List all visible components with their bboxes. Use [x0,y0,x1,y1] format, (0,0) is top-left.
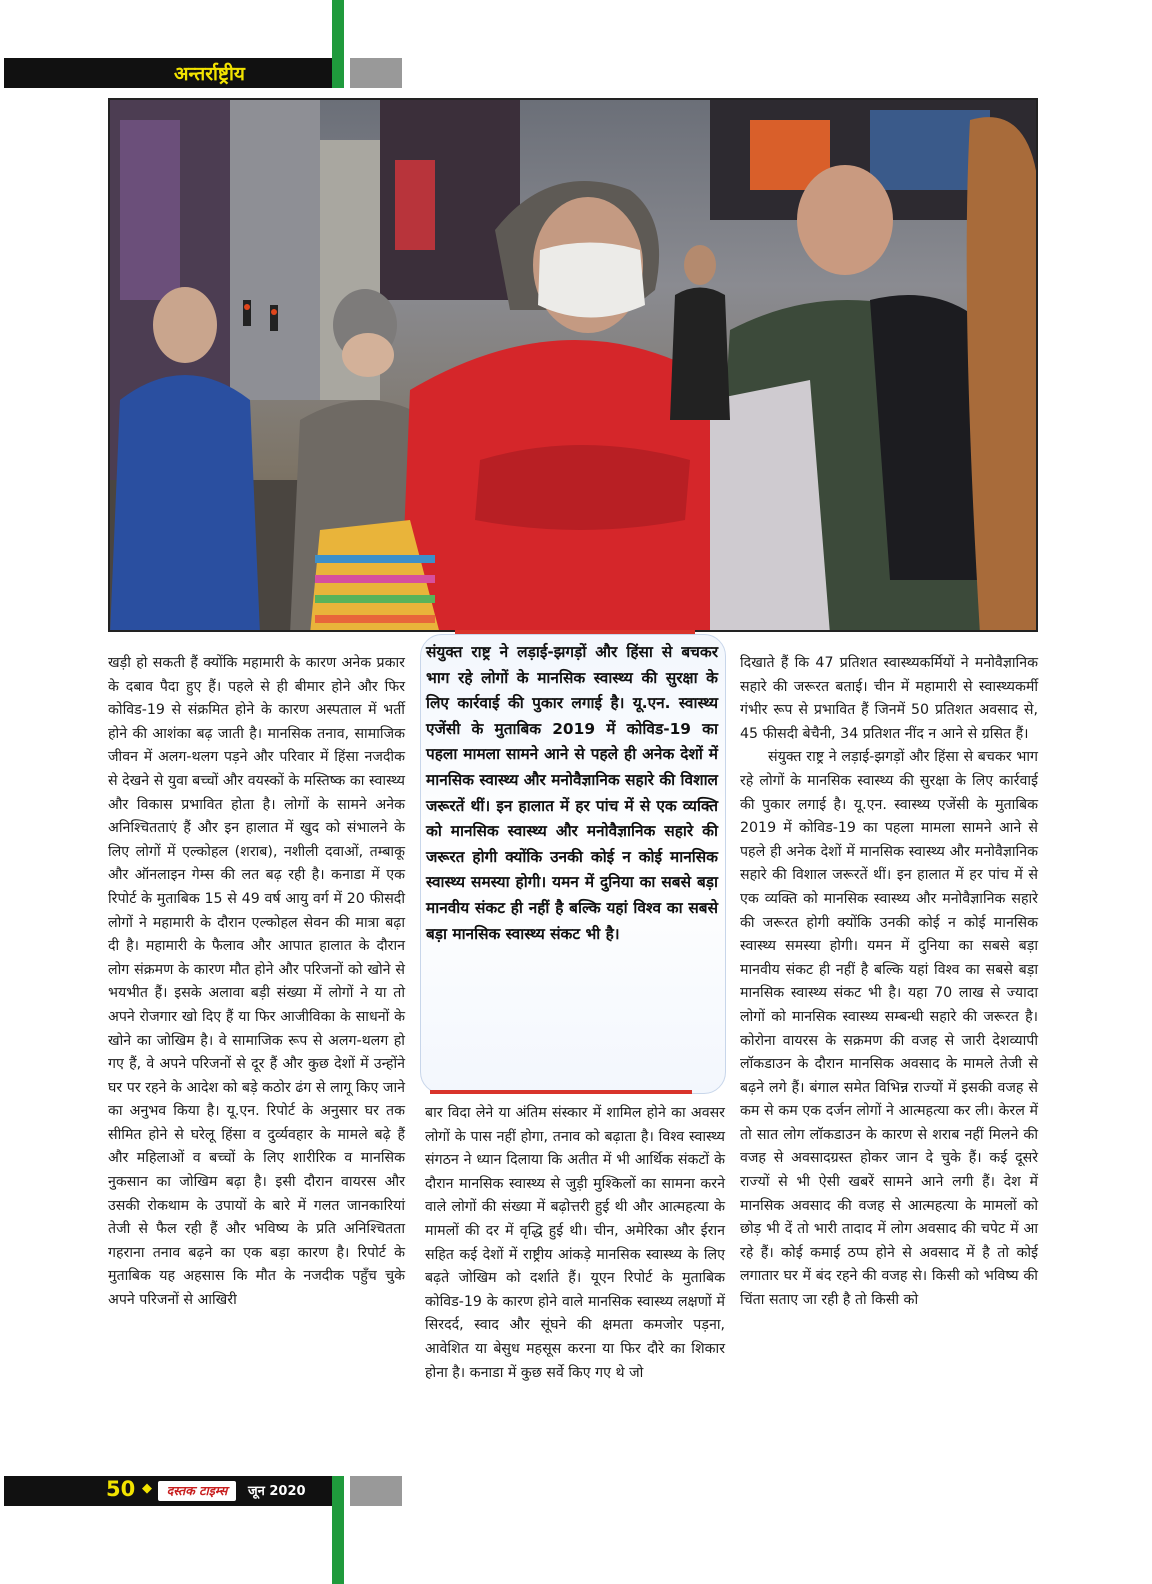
pull-quote-bottom-rule [430,1090,692,1094]
article-paragraph: बार विदा लेने या अंतिम संस्कार में शामिल होने का अवसर लोगों के पास नहीं होगा, तनाव को बढ़ाता है। विश्व स्वास्थ्य संगठन ने ध्यान दिलाया कि अतीत में भी आर्थिक संकटों के दौरान मानसिक स्वास्थ्य से जुड़ी मुश्किलों का सामना करने वाले लोगों की संख्या में बढ़ोत्तरी हुई थी और आत्महत्या के मामलों की दर में वृद्धि हुई थी। चीन, अमेरिका और ईरान सहित कई देशों में राष्ट्रीय आंकड़े मानसिक स्वास्थ्य के लिए बढ़ते जोखिम को दर्शाते हैं। यूएन रिपोर्ट के मुताबिक कोविड-19 के कारण होने वाले मानसिक स्वास्थ्य लक्षणों में सिरदर्द, स्वाद और सूंघने की क्षमता कमजोर पड़ना, आवेशित या बेसुध महसूस करना या फिर दौरे का शिकार होना है। कनाडा में कुछ सर्वे किए गए थे जो [425,1105,725,1381]
article-paragraph: खड़ी हो सकती हैं क्योंकि महामारी के कारण अनेक प्रकार के दबाव पैदा हुए हैं। पहले से ही बीमार होने और फिर कोविड-19 से संक्रमित होने के कारण अस्पताल में भर्ती होने की आशंका बढ़ जाती है। मानसिक तनाव, सामाजिक जीवन में अलग-थलग पड़ने और परिवार में हिंसा नजदीक से देखने से युवा बच्चों और वयस्कों के मस्तिष्क का स्वास्थ्य और विकास प्रभावित होता है। लोगों के सामने अनेक अनिश्चितताएं हैं और इन हालात में खुद को संभालने के लिए लोगों में एल्कोहल (शराब), नशीली दवाओं, तम्बाकू और ऑनलाइन गेम्स की लत बढ़ रही है। कनाडा में एक रिपोर्ट के मुताबिक 15 से 49 वर्ष आयु वर्ग में 20 फीसदी लोगों ने महामारी के दौरान एल्कोहल सेवन की मात्रा बढ़ा दी है। महामारी के फैलाव और आपात हालात के दौरान लोग संक्रमण के कारण मौत होने और परिजनों को खोने से भयभीत हैं। इसके अलावा बड़ी संख्या में लोगों ने या तो अपने रोजगार खो दिए हैं या फिर आजीविका के साधनों के खोने का जोखिम है। वे सामाजिक रूप से अलग-थलग हो गए हैं, वे अपने परिजनों से दूर हैं और कुछ देशों में उन्होंने घर पर रहने के आदेश को बड़े कठोर ढंग से लागू किए जाने का अनुभव किया है। यू.एन. रिपोर्ट के अनुसार घर तक सीमित होने से घरेलू हिंसा व दुर्व्यवहार के मामले बढ़े हैं और महिलाओं व बच्चों के लिए शारीरिक व मानसिक नुकसान का जोखिम बढ़ा है। इसी दौरान वायरस और उसकी रोकथाम के उपायों के बारे में गलत जानकारियां तेजी से फैल रही हैं और भविष्य के प्रति अनिश्चितता गहराना तनाव बढ़ने का एक बड़ा कारण है। रिपोर्ट के मुताबिक यह अहसास कि मौत के नजदीक पहुँच चुके अपने परिजनों से आखिरी [108,655,405,1309]
top-green-accent-bar [332,0,344,88]
pull-quote-text: संयुक्त राष्ट्र ने लड़ाई-झगड़ों और हिंसा से बचकर भाग रहे लोगों के मानसिक स्वास्थ्य की सुरक्षा के लिए कार्रवाई की पुकार लगाई है। यू.एन. स्वास्थ्य एजेंसी के मुताबिक 2019 में कोविड-19 का पहला मामला सामने आने से पहले ही अनेक देशों में मानसिक स्वास्थ्य और मनोवैज्ञानिक सहारे की विशाल जरूरतें थीं। इन हालात में हर पांच में से एक व्यक्ति को मानसिक स्वास्थ्य और मनोवैज्ञानिक सहारे की जरूरत होगी क्योंकि उनकी कोई न कोई मानसिक स्वास्थ्य समस्या होगी। यमन में दुनिया का सबसे बड़ा मानवीय संकट ही नहीं है बल्कि यहां विश्व का सबसे बड़ा मानसिक स्वास्थ्य संकट भी है। [426,643,718,943]
article-paragraph: दिखाते हैं कि 47 प्रतिशत स्वास्थ्यकर्मियों ने मनोवैज्ञानिक सहारे की जरूरत बताई। चीन में महामारी से स्वास्थ्यकर्मी गंभीर रूप से प्रभावित हैं जिनमें 50 प्रतिशत अवसाद से, 45 फीसदी बेचैनी, 34 प्रतिशत नींद न आने से ग्रसित हैं। [740,655,1038,742]
bottom-grey-block [350,1476,402,1506]
street-crowd-photo [108,98,1038,632]
section-header [4,58,332,88]
diamond-separator-icon: ◆ [142,1481,152,1496]
section-label: अन्तर्राष्ट्रीय [174,63,245,85]
top-grey-block [350,58,402,88]
article-paragraph: संयुक्त राष्ट्र ने लड़ाई-झगड़ों और हिंसा से बचकर भाग रहे लोगों के मानसिक स्वास्थ्य की सुरक्षा के लिए कार्रवाई की पुकार लगाई है। यू.एन. स्वास्थ्य एजेंसी के मुताबिक 2019 में कोविड-19 का पहला मामला सामने आने से पहले ही अनेक देशों में मानसिक स्वास्थ्य और मनोवैज्ञानिक सहारे की विशाल जरूरतें थीं। इन हालात में हर पांच में से एक व्यक्ति को मानसिक स्वास्थ्य और मनोवैज्ञानिक सहारे की जरूरत होगी क्योंकि उनकी कोई न कोई मानसिक स्वास्थ्य समस्या होगी। यमन में दुनिया का सबसे बड़ा मानवीय संकट ही नहीं है बल्कि यहां विश्व का सबसे बड़ा मानसिक स्वास्थ्य संकट भी है। यहा 70 लाख से ज्यादा लोगों को मानसिक स्वास्थ्य सम्बन्धी सहारे की जरूरत है। कोरोना वायरस के सक्रमण की वजह से जारी देशव्यापी लॉकडाउन के दौरान मानसिक अवसाद के मामले तेजी से बढ़ने लगे हैं। बंगाल समेत विभिन्न राज्यों में इसकी वजह से कम से कम एक दर्जन लोगों ने आत्महत्या कर ली। केरल में तो सात लोग लॉकडाउन के कारण से शराब नहीं मिलने की वजह से अवसादग्रस्त होकर जान दे चुके हैं। कई दूसरे राज्यों से भी ऐसी खबरें सामने आने लगी हैं। देश में मानसिक अवसाद की वजह से आत्महत्या के मामलों को छोड़ भी दें तो भारी तादाद में लोग अवसाद की चपेट में आ रहे हैं। कोई कमाई ठप्प होने से अवसाद में है तो कोई लगातार घर में बंद रहने की वजह से। किसी को भविष्य की चिंता सताए जा रही है तो किसी को [740,749,1038,1309]
article-column-middle [425,1102,725,1385]
pull-quote-top-rule [455,630,695,634]
page-number: 50 [106,1477,136,1501]
issue-date: जून 2020 [248,1484,306,1499]
article-column-left [108,652,405,1313]
bottom-green-accent-bar [332,1476,344,1584]
article-column-right [740,652,1038,1313]
magazine-logo: दस्तक टाइम्स [158,1481,236,1501]
